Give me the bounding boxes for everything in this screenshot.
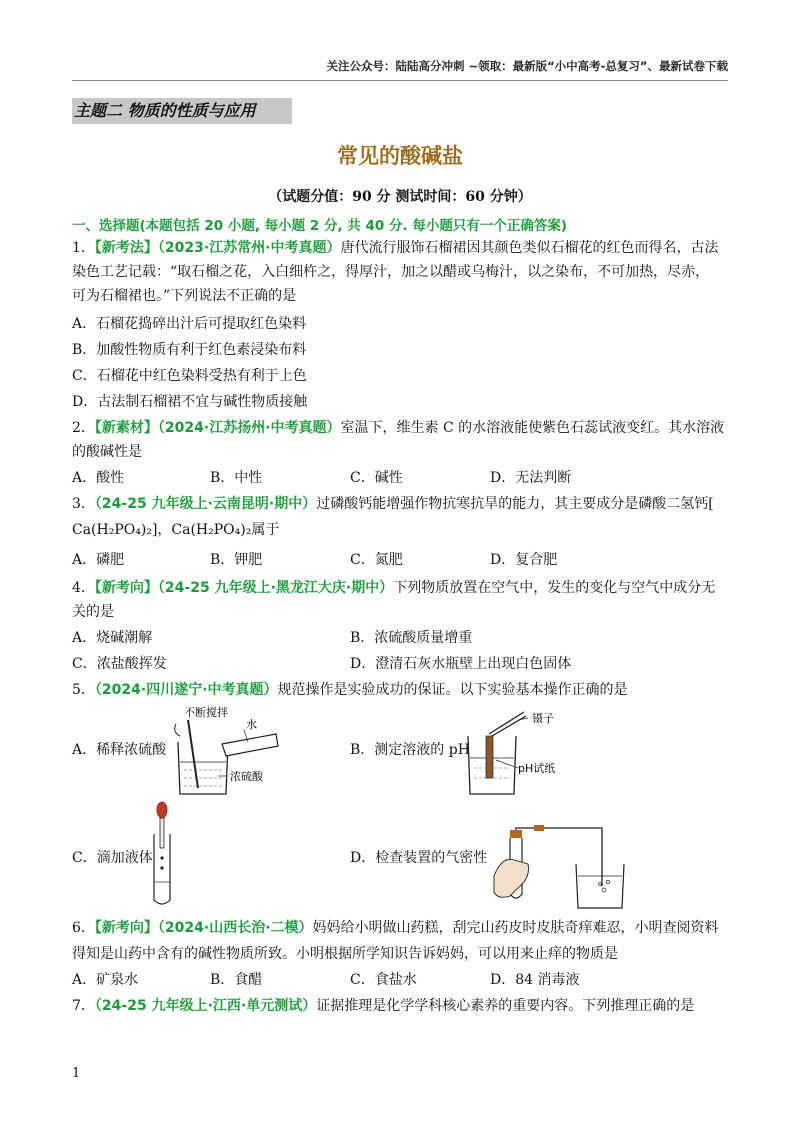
question-4 — [72, 578, 732, 598]
question-4-line-2: 关的是 — [72, 604, 114, 620]
q4-option-a[interactable]: A．烧碱潮解 — [72, 630, 153, 646]
question-2 — [72, 418, 732, 438]
stir-arrow-icon — [175, 724, 180, 736]
tweezers-icon — [492, 716, 526, 736]
stir-label: 不断搅拌 — [184, 706, 228, 719]
question-6 — [72, 918, 732, 938]
question-tag: 【新考向】（24-25 九年级上·黑龙江大庆·期中） — [94, 580, 394, 596]
ph-paper-label: pH试纸 — [518, 762, 556, 775]
droplet-icon — [160, 866, 163, 869]
beaker-icon — [576, 864, 624, 908]
question-tag: 【新考向】（2024·山西长治·二模） — [94, 920, 313, 936]
rubber-joint-icon — [534, 825, 544, 831]
q4-option-c[interactable]: C．浓盐酸挥发 — [72, 656, 167, 672]
dropper-bulb-icon — [157, 802, 167, 818]
question-tag: 【新考法】（2023·江苏常州·中考真题） — [94, 240, 341, 256]
stopper-icon — [510, 830, 522, 838]
hand-icon — [494, 859, 529, 897]
question-text: 室温下，维生素 C 的水溶液能使紫色石蕊试液变红。其水溶液 — [340, 420, 725, 436]
question-text: 规范操作是实验成功的保证。以下实验基本操作正确的是 — [277, 682, 628, 698]
dilute-acid-figure — [168, 702, 298, 798]
q5-option-d[interactable]: D．检查装置的气密性 — [350, 850, 488, 866]
airtightness-figure — [490, 816, 630, 912]
question-5 — [72, 680, 732, 700]
question-number: 6． — [72, 920, 95, 936]
q3-option-b[interactable]: B．钾肥 — [210, 552, 263, 568]
question-number: 1． — [72, 240, 95, 256]
dropper-figure — [148, 800, 178, 908]
q3-option-d[interactable]: D．复合肥 — [490, 552, 558, 568]
question-text: 属于 — [251, 522, 280, 538]
dropper-tube-icon — [160, 818, 164, 848]
question-number: 3． — [72, 496, 95, 512]
q3-option-a[interactable]: A．磷肥 — [72, 552, 125, 568]
section-heading: 一、选择题(本题包括 20 小题, 每小题 2 分, 共 40 分. 每小题只有一个正确答案) — [72, 218, 567, 234]
q5-option-b[interactable]: B．测定溶液的 pH — [350, 742, 470, 758]
q1-option-a[interactable]: A．石榴花捣碎出汁后可提取红色染料 — [72, 316, 307, 332]
pouring-beaker-icon — [222, 734, 278, 756]
question-text: 下列物质放置在空气中，发生的变化与空气中成分无 — [393, 580, 716, 596]
question-tag: （24-25 九年级上·江西·单元测试） — [94, 998, 317, 1014]
q6-option-d[interactable]: D．84 消毒液 — [490, 972, 580, 988]
q6-option-c[interactable]: C．食盐水 — [350, 972, 417, 988]
question-text: ]， — [151, 522, 172, 538]
header-divider — [72, 80, 728, 81]
question-number: 5． — [72, 682, 95, 698]
formula: Ca(H₂PO₄)₂ — [171, 522, 252, 538]
topic-banner: 主题二 物质的性质与应用 — [72, 98, 292, 124]
page-number: 1 — [72, 1066, 81, 1081]
delivery-tube-icon — [516, 828, 602, 886]
question-text: 唐代流行服饰石榴裙因其颜色类似石榴花的红色而得名，古法 — [340, 240, 719, 256]
q3-option-c[interactable]: C．氮肥 — [350, 552, 403, 568]
question-tag: 【新素材】（2024·江苏扬州·中考真题） — [94, 420, 341, 436]
ph-paper-icon — [486, 736, 493, 778]
water-label: 水 — [246, 718, 257, 731]
q5-option-a[interactable]: A．稀释浓硫酸 — [72, 742, 167, 758]
q4-option-d[interactable]: D．澄清石灰水瓶壁上出现白色固体 — [350, 656, 572, 672]
question-3-line-2 — [72, 520, 732, 540]
q1-option-b[interactable]: B．加酸性物质有利于红色素浸染布料 — [72, 342, 307, 358]
question-text: 证据推理是化学学科核心素养的重要内容。下列推理正确的是 — [316, 998, 695, 1014]
page-title: 常见的酸碱盐 — [337, 144, 463, 168]
question-number: 2． — [72, 420, 95, 436]
question-3 — [72, 494, 732, 514]
header-note: 关注公众号：陆陆高分冲刺 ~领取：最新版“小中高考-总复习”、最新试卷下载 — [326, 59, 728, 73]
question-number: 4． — [72, 580, 95, 596]
q4-option-b[interactable]: B．浓硫酸质量增重 — [350, 630, 473, 646]
question-1 — [72, 238, 732, 258]
droplet-icon — [160, 856, 163, 859]
bubble-icon — [606, 880, 609, 883]
question-tag: （24-25 九年级上·云南昆明·期中） — [94, 496, 317, 512]
question-6-line-2: 得知是山药中含有的碱性物质所致。小明根据所学知识告诉妈妈，可以用来止痒的物质是 — [72, 946, 618, 962]
exam-info: （试题分值：90 分 测试时间：60 分钟） — [268, 189, 532, 205]
bubble-icon — [602, 888, 606, 892]
bubble-icon — [599, 883, 602, 886]
question-2-line-2: 的酸碱性是 — [72, 444, 142, 460]
q2-option-a[interactable]: A．酸性 — [72, 470, 125, 486]
tweezers-label: 镊子 — [532, 712, 554, 725]
question-text: 过磷酸钙能增强作物抗寒抗旱的能力，其主要成分是磷酸二氢钙[ — [316, 496, 714, 512]
formula: Ca(H₂PO₄)₂ — [72, 522, 152, 538]
q6-option-b[interactable]: B．食醋 — [210, 972, 263, 988]
q2-option-d[interactable]: D．无法判断 — [490, 470, 572, 486]
acid-label: 浓硫酸 — [230, 770, 263, 783]
question-1-line-2: 染色工艺记载：“取石榴之花，入白细杵之，得厚汁，加之以醋或乌梅汁，以之染布，不可加热，尽赤， — [72, 264, 710, 280]
ph-test-figure — [462, 706, 602, 800]
question-number: 7． — [72, 998, 95, 1014]
question-1-line-3: 可为石榴裙也。”下列说法不正确的是 — [72, 288, 297, 304]
question-tag: （2024·四川遂宁·中考真题） — [94, 682, 278, 698]
q1-option-d[interactable]: D．古法制石榴裙不宜与碱性物质接触 — [72, 394, 308, 410]
q5-option-c[interactable]: C．滴加液体 — [72, 850, 153, 866]
q1-option-c[interactable]: C．石榴花中红色染料受热有利于上色 — [72, 368, 307, 384]
question-text: 妈妈给小明做山药糕，刮完山药皮时皮肤奇痒难忍，小明查阅资料 — [312, 920, 719, 936]
tweezers-icon — [489, 712, 524, 734]
question-7 — [72, 996, 732, 1016]
q2-option-c[interactable]: C．碱性 — [350, 470, 403, 486]
q6-option-a[interactable]: A．矿泉水 — [72, 972, 139, 988]
q2-option-b[interactable]: B．中性 — [210, 470, 263, 486]
